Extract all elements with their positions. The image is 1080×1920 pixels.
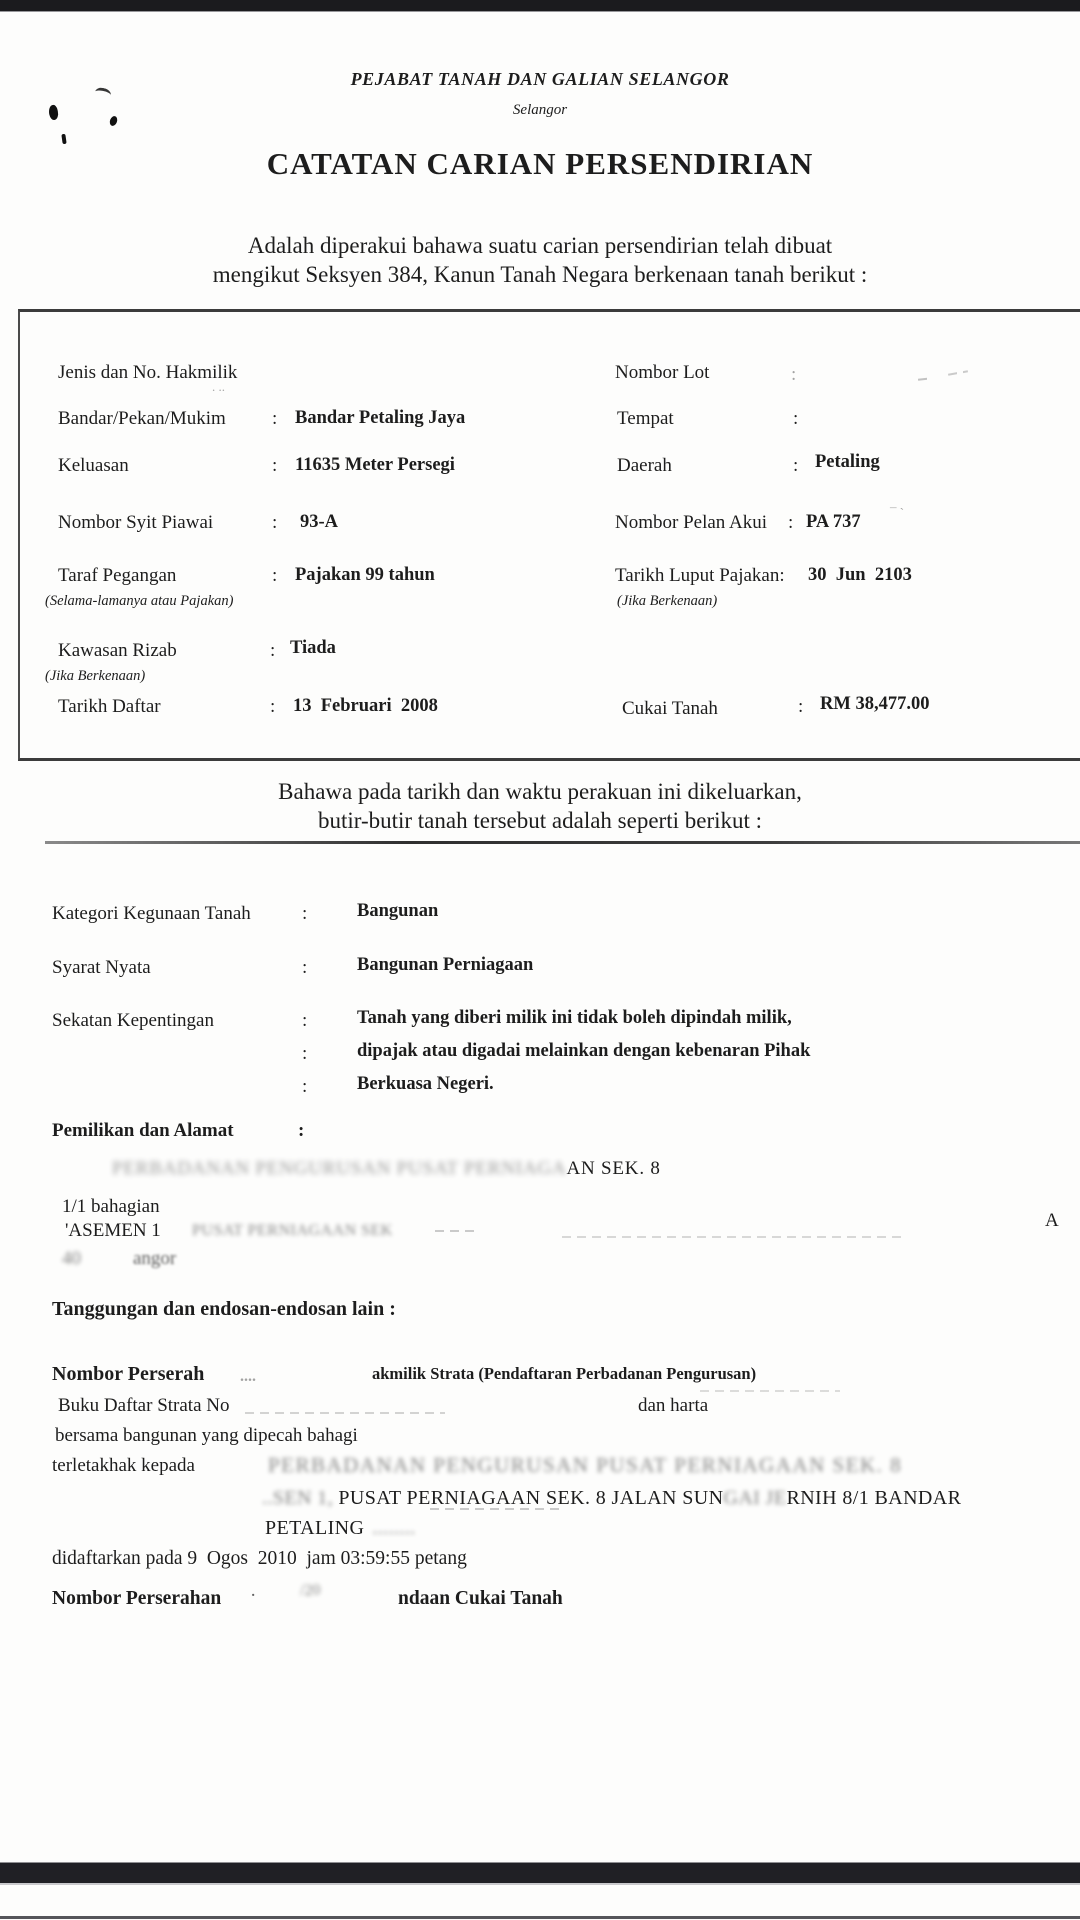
intro-line-1: Adalah diperakui bahawa suatu carian persendirian telah dibuat — [247, 233, 833, 258]
field-syit-piawai-value: 93-A — [300, 512, 339, 532]
bersama-line: bersama bangunan yang dipecah bahagi — [55, 1425, 358, 1446]
address-line-blur-mid: GAI JE — [723, 1487, 787, 1509]
perserahan2-marks-blurred: /20 — [299, 1581, 321, 1600]
owner-state-tail: angor — [133, 1248, 177, 1269]
scan-artifact-dash — [562, 1236, 902, 1238]
document-title: CATATAN CARIAN PERSENDIRIAN — [266, 146, 814, 181]
field-daerah-value: Petaling — [815, 452, 880, 472]
owner-line1-tail: AN SEK. 8 — [566, 1158, 661, 1179]
certify-line-1: Bahawa pada tarikh dan waktu perakuan ini dikeluarkan, — [278, 779, 802, 804]
colon: : — [272, 565, 278, 586]
field-sekatan-line-1: Tanah yang diberi milik ini tidak boleh dipindah milik, — [357, 1008, 792, 1028]
scan-artifact-dash — [700, 1390, 840, 1392]
buku-daftar-tail: dan harta — [638, 1395, 709, 1416]
perserahan1-tail: akmilik Strata (Pendaftaran Perbadanan Pengurusan) — [372, 1364, 757, 1383]
field-taraf-label: Taraf Pegangan — [58, 565, 177, 586]
scan-artifact-dash — [435, 1230, 475, 1232]
field-nombor-lot-label: Nombor Lot — [615, 362, 710, 383]
buku-daftar-label: Buku Daftar Strata No — [58, 1395, 230, 1416]
certify-line-2: butir-butir tanah tersebut adalah seperti berikut : — [317, 808, 763, 833]
field-tarikh-daftar-label: Tarikh Daftar — [58, 696, 161, 717]
colon: : — [793, 455, 799, 476]
field-rizab-note: (Jika Berkenaan) — [45, 668, 146, 684]
scan-artifact-dash — [430, 1508, 560, 1510]
colon: : — [270, 696, 276, 717]
colon: : — [302, 1076, 308, 1097]
owner-postcode-blurred: 40 — [62, 1248, 81, 1269]
field-taraf-value: Pajakan 99 tahun — [295, 565, 435, 585]
field-rizab-label: Kawasan Rizab — [58, 640, 177, 661]
colon: : — [793, 408, 799, 429]
field-syarat-value: Bangunan Perniagaan — [357, 955, 534, 975]
field-syarat-label: Syarat Nyata — [52, 957, 151, 978]
petaling-word: PETALING — [265, 1517, 365, 1539]
didaftarkan-line: didaftarkan pada 9 Ogos 2010 jam 03:59:55 petang — [52, 1548, 467, 1569]
colon: : — [272, 512, 278, 533]
scan-artifact — [61, 134, 66, 144]
owner-address-blurred: PUSAT PERNIAGAAN SEK — [192, 1222, 393, 1239]
colon: : — [272, 455, 278, 476]
field-luput-value: 30 Jun 2103 — [808, 565, 912, 585]
field-jenis-hakmilik-label: Jenis dan No. Hakmilik — [58, 362, 238, 383]
field-sekatan-line-3: Berkuasa Negeri. — [357, 1074, 494, 1094]
field-cukai-label: Cukai Tanah — [622, 698, 718, 719]
field-kategori-label: Kategori Kegunaan Tanah — [52, 903, 251, 924]
field-daerah-label: Daerah — [617, 455, 672, 476]
field-tempat-label: Tempat — [617, 408, 674, 429]
colon: : — [298, 1120, 305, 1141]
field-kategori-value: Bangunan — [357, 901, 439, 921]
petaling-smudge: ........ — [372, 1517, 416, 1539]
perserahan2-tail: ndaan Cukai Tanah — [398, 1588, 563, 1609]
section-divider — [45, 841, 1080, 844]
tanggungan-heading: Tanggungan dan endosan-endosan lain : — [52, 1298, 396, 1320]
field-sekatan-label: Sekatan Kepentingan — [52, 1010, 214, 1031]
field-luput-note: (Jika Berkenaan) — [617, 593, 718, 609]
colon: : — [798, 696, 804, 717]
address-line-tail: RNIH 8/1 BANDAR — [786, 1487, 962, 1509]
address-line-blur-start: ..SEN 1, — [262, 1487, 339, 1509]
scan-bottom-edge — [0, 1916, 1080, 1919]
intro-line-2: mengikut Seksyen 384, Kanun Tanah Negara berkenaan tanah berikut : — [212, 262, 868, 287]
terletakhak-body-blurred: PERBADANAN PENGURUSAN PUSAT PERNIAGAAN SEK. 8 — [268, 1453, 903, 1477]
field-keluasan-label: Keluasan — [58, 455, 129, 476]
scan-artifact-dots: .... — [240, 1368, 256, 1385]
field-luput-label: Tarikh Luput Pajakan: — [615, 565, 785, 586]
field-sekatan-line-2: dipajak atau digadai melainkan dengan kebenaran Pihak — [357, 1041, 811, 1061]
owner-line1-blurred: PERBADANAN PENGURUSAN PUSAT PERNIAGA — [112, 1158, 567, 1179]
field-bandar-label: Bandar/Pekan/Mukim — [58, 408, 226, 429]
colon: : — [302, 1010, 308, 1031]
owner-line-right-mark: A — [1045, 1210, 1059, 1231]
field-bandar-value: Bandar Petaling Jaya — [295, 408, 466, 428]
colon: : — [302, 957, 308, 978]
field-syit-piawai-label: Nombor Syit Piawai — [58, 512, 214, 533]
colon: : — [272, 408, 278, 429]
field-pelan-akui-label: Nombor Pelan Akui — [615, 512, 767, 533]
terletakhak-label: terletakhak kepada — [52, 1455, 195, 1476]
colon: : — [270, 640, 276, 661]
field-taraf-note: (Selama-lamanya atau Pajakan) — [45, 593, 234, 609]
field-rizab-value: Tiada — [290, 638, 336, 658]
perserahan2-label: Nombor Perserahan — [52, 1588, 222, 1609]
colon: : — [788, 512, 794, 533]
field-nombor-lot-colon: : — [791, 364, 797, 385]
owner-share: 1/1 bahagian — [62, 1196, 160, 1217]
perserahan1-label: Nombor Perserah — [52, 1363, 205, 1385]
scan-artifact-dash — [245, 1412, 445, 1414]
scan-artifact-dots: . .. — [212, 379, 225, 394]
field-tarikh-daftar-value: 13 Februari 2008 — [293, 696, 438, 716]
field-pelan-akui-value: PA 737 — [806, 512, 861, 532]
scan-artifact-mark: ¯ ` — [890, 505, 905, 520]
office-name: PEJABAT TANAH DAN GALIAN SELANGOR — [350, 69, 730, 89]
field-cukai-value: RM 38,477.00 — [820, 694, 930, 714]
field-keluasan-value: 11635 Meter Persegi — [295, 455, 455, 475]
colon: : — [302, 1043, 308, 1064]
colon: : — [302, 903, 308, 924]
address-line-main: PUSAT PERNIAGAAN SEK. 8 JALAN SUN — [338, 1487, 724, 1509]
field-pemilikan-label: Pemilikan dan Alamat — [52, 1120, 234, 1141]
scan-top-bar — [0, 0, 1080, 12]
owner-address-prefix: 'ASEMEN 1 — [65, 1220, 161, 1241]
scan-bottom-bar — [0, 1862, 1080, 1885]
state-name: Selangor — [512, 102, 568, 118]
perserahan2-colon: · — [250, 1585, 257, 1606]
